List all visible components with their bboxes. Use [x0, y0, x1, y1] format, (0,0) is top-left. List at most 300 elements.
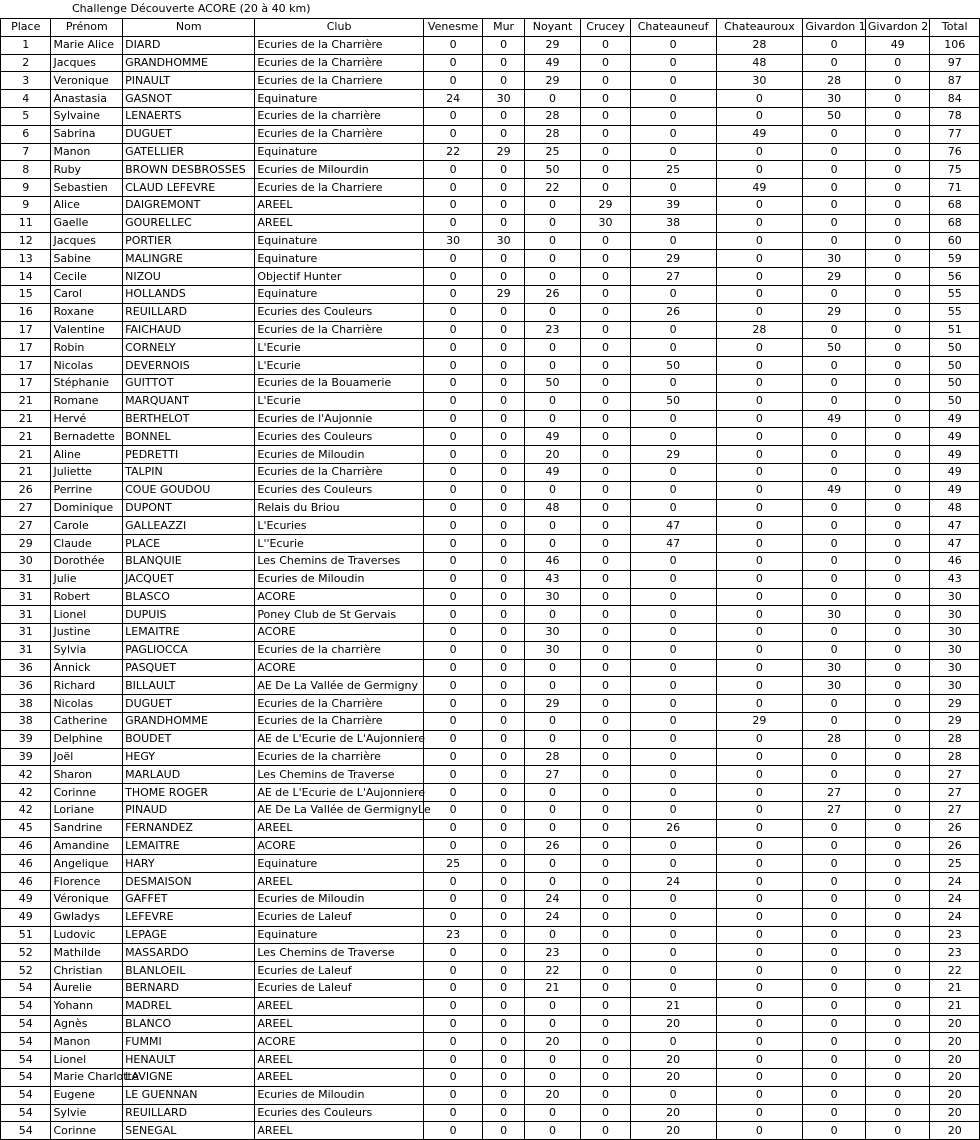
- cell-mur: 0: [483, 926, 524, 944]
- cell-venesme: 0: [423, 321, 483, 339]
- cell-venesme: 23: [423, 926, 483, 944]
- cell-chateauneuf: 0: [630, 748, 716, 766]
- cell-chateauneuf: 20: [630, 1015, 716, 1033]
- cell-chateauroux: 0: [716, 980, 803, 998]
- cell-prenom: Ruby: [51, 161, 123, 179]
- cell-nom: BERNARD: [123, 980, 255, 998]
- cell-givardon-2: 0: [865, 1015, 930, 1033]
- cell-total: 77: [930, 125, 980, 143]
- cell-givardon-1: 0: [803, 499, 866, 517]
- table-row: [1, 908, 980, 926]
- cell-crucey: 0: [581, 179, 630, 197]
- cell-givardon-2: 0: [865, 232, 930, 250]
- cell-givardon-2: 0: [865, 962, 930, 980]
- cell-total: 47: [930, 535, 980, 553]
- cell-place: 11: [1, 214, 51, 232]
- cell-place: 31: [1, 570, 51, 588]
- cell-noyant: 0: [524, 1122, 581, 1140]
- cell-place: 54: [1, 1051, 51, 1069]
- cell-club: Objectif Hunter: [255, 268, 424, 286]
- cell-chateauneuf: 0: [630, 54, 716, 72]
- cell-givardon-2: 0: [865, 1122, 930, 1140]
- cell-total: 106: [930, 36, 980, 54]
- cell-crucey: 0: [581, 980, 630, 998]
- cell-noyant: 24: [524, 891, 581, 909]
- cell-mur: 0: [483, 944, 524, 962]
- cell-nom: DEVERNOIS: [123, 357, 255, 375]
- cell-givardon-2: 0: [865, 677, 930, 695]
- cell-nom: GASNOT: [123, 90, 255, 108]
- cell-place: 46: [1, 837, 51, 855]
- table-row: [1, 766, 980, 784]
- cell-mur: 0: [483, 1122, 524, 1140]
- cell-chateauneuf: 0: [630, 321, 716, 339]
- cell-mur: 0: [483, 677, 524, 695]
- cell-venesme: 0: [423, 481, 483, 499]
- cell-venesme: 0: [423, 552, 483, 570]
- cell-place: 29: [1, 535, 51, 553]
- cell-nom: HENAULT: [123, 1051, 255, 1069]
- cell-chateauneuf: 50: [630, 392, 716, 410]
- cell-noyant: 0: [524, 1104, 581, 1122]
- cell-place: 6: [1, 125, 51, 143]
- cell-club: L'Ecurie: [255, 392, 424, 410]
- cell-mur: 0: [483, 446, 524, 464]
- cell-givardon-2: 0: [865, 463, 930, 481]
- cell-place: 26: [1, 481, 51, 499]
- cell-noyant: 0: [524, 410, 581, 428]
- cell-crucey: 0: [581, 481, 630, 499]
- cell-prenom: Juliette: [51, 463, 123, 481]
- cell-noyant: 0: [524, 713, 581, 731]
- cell-givardon-1: 0: [803, 748, 866, 766]
- cell-mur: 0: [483, 357, 524, 375]
- cell-givardon-2: 0: [865, 1104, 930, 1122]
- cell-total: 97: [930, 54, 980, 72]
- results-table: [0, 18, 980, 1140]
- cell-club: L'Ecurie: [255, 339, 424, 357]
- cell-chateauneuf: 0: [630, 891, 716, 909]
- cell-crucey: 0: [581, 1104, 630, 1122]
- cell-total: 75: [930, 161, 980, 179]
- table-row: [1, 446, 980, 464]
- cell-venesme: 0: [423, 997, 483, 1015]
- cell-total: 29: [930, 713, 980, 731]
- cell-givardon-1: 0: [803, 214, 866, 232]
- cell-givardon-1: 0: [803, 908, 866, 926]
- table-row: [1, 1122, 980, 1140]
- cell-place: 3: [1, 72, 51, 90]
- cell-venesme: 0: [423, 1122, 483, 1140]
- cell-venesme: 0: [423, 54, 483, 72]
- cell-venesme: 25: [423, 855, 483, 873]
- cell-mur: 0: [483, 695, 524, 713]
- cell-prenom: Justine: [51, 624, 123, 642]
- cell-chateauroux: 0: [716, 517, 803, 535]
- cell-venesme: 0: [423, 802, 483, 820]
- cell-nom: GRANDHOMME: [123, 54, 255, 72]
- cell-nom: MALINGRE: [123, 250, 255, 268]
- cell-noyant: 29: [524, 695, 581, 713]
- cell-crucey: 29: [581, 196, 630, 214]
- cell-givardon-1: 0: [803, 873, 866, 891]
- cell-noyant: 27: [524, 766, 581, 784]
- cell-total: 60: [930, 232, 980, 250]
- cell-club: Equinature: [255, 143, 424, 161]
- cell-total: 30: [930, 641, 980, 659]
- cell-givardon-1: 0: [803, 392, 866, 410]
- cell-mur: 0: [483, 766, 524, 784]
- table-row: [1, 232, 980, 250]
- cell-noyant: 0: [524, 855, 581, 873]
- cell-prenom: Corinne: [51, 1122, 123, 1140]
- cell-chateauroux: 0: [716, 446, 803, 464]
- cell-crucey: 0: [581, 891, 630, 909]
- cell-noyant: 23: [524, 321, 581, 339]
- cell-nom: LENAERTS: [123, 107, 255, 125]
- cell-givardon-1: 49: [803, 410, 866, 428]
- cell-chateauroux: 0: [716, 250, 803, 268]
- cell-mur: 0: [483, 730, 524, 748]
- cell-chateauneuf: 0: [630, 339, 716, 357]
- cell-noyant: 0: [524, 784, 581, 802]
- cell-givardon-2: 0: [865, 944, 930, 962]
- cell-givardon-1: 0: [803, 357, 866, 375]
- cell-total: 20: [930, 1033, 980, 1051]
- cell-prenom: Delphine: [51, 730, 123, 748]
- cell-place: 46: [1, 873, 51, 891]
- cell-chateauroux: 0: [716, 374, 803, 392]
- table-row: [1, 748, 980, 766]
- header-crucey: Crucey: [581, 19, 630, 37]
- cell-crucey: 0: [581, 1122, 630, 1140]
- cell-total: 24: [930, 873, 980, 891]
- cell-chateauneuf: 0: [630, 72, 716, 90]
- cell-prenom: Alice: [51, 196, 123, 214]
- cell-noyant: 23: [524, 944, 581, 962]
- cell-total: 50: [930, 374, 980, 392]
- cell-givardon-2: 0: [865, 766, 930, 784]
- cell-prenom: Perrine: [51, 481, 123, 499]
- cell-venesme: 0: [423, 570, 483, 588]
- cell-chateauneuf: 20: [630, 1051, 716, 1069]
- cell-club: Ecuries de la Charrière: [255, 463, 424, 481]
- cell-venesme: 0: [423, 1104, 483, 1122]
- cell-mur: 0: [483, 606, 524, 624]
- cell-chateauneuf: 25: [630, 161, 716, 179]
- cell-crucey: 0: [581, 392, 630, 410]
- cell-venesme: 0: [423, 873, 483, 891]
- cell-givardon-2: 0: [865, 784, 930, 802]
- cell-total: 20: [930, 1122, 980, 1140]
- cell-venesme: 0: [423, 161, 483, 179]
- cell-givardon-2: 0: [865, 837, 930, 855]
- cell-total: 87: [930, 72, 980, 90]
- cell-chateauneuf: 0: [630, 143, 716, 161]
- cell-club: Les Chemins de Traverse: [255, 944, 424, 962]
- cell-mur: 0: [483, 268, 524, 286]
- cell-mur: 29: [483, 143, 524, 161]
- cell-place: 49: [1, 891, 51, 909]
- cell-chateauroux: 0: [716, 819, 803, 837]
- table-row: [1, 1051, 980, 1069]
- cell-crucey: 0: [581, 588, 630, 606]
- cell-chateauneuf: 0: [630, 713, 716, 731]
- table-row: [1, 1069, 980, 1087]
- cell-givardon-1: 50: [803, 339, 866, 357]
- cell-nom: PAGLIOCCA: [123, 641, 255, 659]
- cell-givardon-1: 0: [803, 713, 866, 731]
- cell-club: Ecuries de Miloudin: [255, 1086, 424, 1104]
- cell-chateauroux: 0: [716, 944, 803, 962]
- cell-chateauroux: 0: [716, 926, 803, 944]
- cell-givardon-1: 0: [803, 944, 866, 962]
- cell-mur: 0: [483, 1069, 524, 1087]
- cell-club: AE de L'Ecurie de L'Aujonniere: [255, 730, 424, 748]
- cell-mur: 0: [483, 855, 524, 873]
- cell-noyant: 30: [524, 624, 581, 642]
- cell-mur: 0: [483, 499, 524, 517]
- cell-prenom: Ludovic: [51, 926, 123, 944]
- cell-chateauroux: 0: [716, 641, 803, 659]
- cell-nom: COUE GOUDOU: [123, 481, 255, 499]
- cell-givardon-2: 0: [865, 357, 930, 375]
- cell-total: 30: [930, 624, 980, 642]
- cell-givardon-1: 0: [803, 463, 866, 481]
- cell-givardon-2: 0: [865, 1086, 930, 1104]
- cell-givardon-1: 30: [803, 659, 866, 677]
- cell-noyant: 26: [524, 837, 581, 855]
- cell-chateauneuf: 47: [630, 517, 716, 535]
- cell-crucey: 0: [581, 1086, 630, 1104]
- table-row: [1, 677, 980, 695]
- cell-chateauneuf: 26: [630, 819, 716, 837]
- cell-place: 5: [1, 107, 51, 125]
- cell-club: Equinature: [255, 232, 424, 250]
- cell-place: 39: [1, 748, 51, 766]
- cell-place: 36: [1, 659, 51, 677]
- cell-venesme: 0: [423, 125, 483, 143]
- cell-chateauneuf: 0: [630, 641, 716, 659]
- header-venesme: Venesme: [423, 19, 483, 37]
- cell-chateauroux: 0: [716, 143, 803, 161]
- cell-club: Ecuries des Couleurs: [255, 428, 424, 446]
- cell-noyant: 50: [524, 161, 581, 179]
- cell-venesme: 0: [423, 1069, 483, 1087]
- cell-mur: 0: [483, 303, 524, 321]
- cell-givardon-1: 0: [803, 1086, 866, 1104]
- cell-nom: DUGUET: [123, 125, 255, 143]
- cell-chateauneuf: 0: [630, 36, 716, 54]
- table-row: [1, 36, 980, 54]
- cell-club: AREEL: [255, 214, 424, 232]
- cell-club: Equinature: [255, 90, 424, 108]
- cell-chateauneuf: 0: [630, 588, 716, 606]
- cell-club: Ecuries de la Charrière: [255, 36, 424, 54]
- cell-mur: 0: [483, 570, 524, 588]
- cell-chateauroux: 0: [716, 1104, 803, 1122]
- cell-mur: 0: [483, 321, 524, 339]
- cell-givardon-1: 0: [803, 641, 866, 659]
- table-row: [1, 695, 980, 713]
- cell-chateauneuf: 0: [630, 285, 716, 303]
- cell-chateauroux: 0: [716, 107, 803, 125]
- cell-venesme: 0: [423, 36, 483, 54]
- cell-nom: DESMAISON: [123, 873, 255, 891]
- cell-givardon-1: 0: [803, 1033, 866, 1051]
- cell-venesme: 0: [423, 463, 483, 481]
- cell-givardon-1: 29: [803, 268, 866, 286]
- cell-prenom: Cecile: [51, 268, 123, 286]
- table-row: [1, 713, 980, 731]
- cell-chateauneuf: 0: [630, 855, 716, 873]
- cell-givardon-1: 0: [803, 54, 866, 72]
- cell-mur: 0: [483, 962, 524, 980]
- cell-total: 22: [930, 962, 980, 980]
- cell-crucey: 0: [581, 72, 630, 90]
- cell-total: 24: [930, 908, 980, 926]
- table-row: [1, 624, 980, 642]
- cell-chateauneuf: 0: [630, 374, 716, 392]
- table-row: [1, 1015, 980, 1033]
- cell-chateauroux: 0: [716, 1051, 803, 1069]
- cell-noyant: 0: [524, 1015, 581, 1033]
- cell-givardon-1: 0: [803, 837, 866, 855]
- cell-givardon-2: 0: [865, 321, 930, 339]
- cell-chateauneuf: 0: [630, 606, 716, 624]
- cell-chateauneuf: 39: [630, 196, 716, 214]
- cell-club: Ecuries de la charrière: [255, 748, 424, 766]
- cell-chateauneuf: 21: [630, 997, 716, 1015]
- cell-givardon-1: 0: [803, 125, 866, 143]
- cell-chateauneuf: 24: [630, 873, 716, 891]
- cell-nom: MARLAUD: [123, 766, 255, 784]
- cell-place: 4: [1, 90, 51, 108]
- header-givardon-1: Givardon 1: [803, 19, 866, 37]
- cell-crucey: 0: [581, 1069, 630, 1087]
- table-row: [1, 517, 980, 535]
- cell-chateauroux: 0: [716, 232, 803, 250]
- cell-prenom: Joël: [51, 748, 123, 766]
- cell-chateauroux: 0: [716, 161, 803, 179]
- cell-nom: LAVIGNE: [123, 1069, 255, 1087]
- cell-place: 52: [1, 962, 51, 980]
- cell-chateauneuf: 0: [630, 624, 716, 642]
- table-row: [1, 944, 980, 962]
- cell-prenom: Gwladys: [51, 908, 123, 926]
- table-row: [1, 641, 980, 659]
- cell-venesme: 0: [423, 908, 483, 926]
- table-row: [1, 179, 980, 197]
- cell-crucey: 0: [581, 1015, 630, 1033]
- cell-total: 28: [930, 730, 980, 748]
- cell-prenom: Nicolas: [51, 695, 123, 713]
- cell-total: 50: [930, 357, 980, 375]
- cell-noyant: 0: [524, 606, 581, 624]
- cell-noyant: 0: [524, 1069, 581, 1087]
- cell-chateauroux: 0: [716, 268, 803, 286]
- cell-chateauroux: 0: [716, 570, 803, 588]
- cell-mur: 0: [483, 659, 524, 677]
- cell-chateauneuf: 0: [630, 784, 716, 802]
- cell-prenom: Sabrina: [51, 125, 123, 143]
- cell-venesme: 0: [423, 588, 483, 606]
- cell-givardon-1: 49: [803, 481, 866, 499]
- cell-nom: FERNANDEZ: [123, 819, 255, 837]
- cell-givardon-2: 0: [865, 730, 930, 748]
- table-row: [1, 997, 980, 1015]
- cell-prenom: Marie Charlotte: [51, 1069, 123, 1087]
- cell-mur: 0: [483, 980, 524, 998]
- cell-crucey: 0: [581, 873, 630, 891]
- cell-givardon-2: 0: [865, 374, 930, 392]
- cell-chateauroux: 0: [716, 695, 803, 713]
- cell-place: 31: [1, 588, 51, 606]
- cell-givardon-1: 0: [803, 1104, 866, 1122]
- cell-place: 14: [1, 268, 51, 286]
- cell-givardon-1: 0: [803, 428, 866, 446]
- cell-venesme: 0: [423, 766, 483, 784]
- cell-prenom: Carole: [51, 517, 123, 535]
- cell-place: 54: [1, 1086, 51, 1104]
- cell-givardon-1: 28: [803, 72, 866, 90]
- cell-crucey: 0: [581, 624, 630, 642]
- cell-crucey: 0: [581, 695, 630, 713]
- cell-prenom: Jacques: [51, 54, 123, 72]
- cell-mur: 0: [483, 535, 524, 553]
- cell-venesme: 0: [423, 517, 483, 535]
- cell-mur: 0: [483, 107, 524, 125]
- cell-club: Ecuries de la Charriere: [255, 179, 424, 197]
- cell-givardon-2: 0: [865, 1051, 930, 1069]
- cell-venesme: 22: [423, 143, 483, 161]
- cell-crucey: 0: [581, 339, 630, 357]
- cell-crucey: 0: [581, 855, 630, 873]
- cell-club: Relais du Briou: [255, 499, 424, 517]
- cell-crucey: 0: [581, 1051, 630, 1069]
- cell-mur: 0: [483, 891, 524, 909]
- cell-mur: 0: [483, 552, 524, 570]
- cell-noyant: 46: [524, 552, 581, 570]
- cell-place: 27: [1, 499, 51, 517]
- cell-noyant: 0: [524, 250, 581, 268]
- table-row: [1, 499, 980, 517]
- cell-crucey: 0: [581, 926, 630, 944]
- cell-venesme: 0: [423, 677, 483, 695]
- cell-chateauneuf: 0: [630, 428, 716, 446]
- cell-mur: 0: [483, 214, 524, 232]
- cell-givardon-2: 0: [865, 570, 930, 588]
- cell-chateauneuf: 0: [630, 980, 716, 998]
- cell-total: 20: [930, 1086, 980, 1104]
- cell-mur: 0: [483, 125, 524, 143]
- cell-place: 31: [1, 624, 51, 642]
- cell-givardon-2: 0: [865, 713, 930, 731]
- cell-givardon-2: 0: [865, 428, 930, 446]
- cell-givardon-1: 0: [803, 161, 866, 179]
- cell-nom: CLAUD LEFEVRE: [123, 179, 255, 197]
- cell-club: Ecuries de la Charrière: [255, 321, 424, 339]
- cell-place: 54: [1, 980, 51, 998]
- cell-crucey: 0: [581, 463, 630, 481]
- cell-mur: 0: [483, 624, 524, 642]
- cell-club: AREEL: [255, 873, 424, 891]
- cell-givardon-2: 0: [865, 339, 930, 357]
- cell-chateauroux: 0: [716, 730, 803, 748]
- table-row: [1, 339, 980, 357]
- cell-crucey: 0: [581, 303, 630, 321]
- cell-chateauroux: 0: [716, 285, 803, 303]
